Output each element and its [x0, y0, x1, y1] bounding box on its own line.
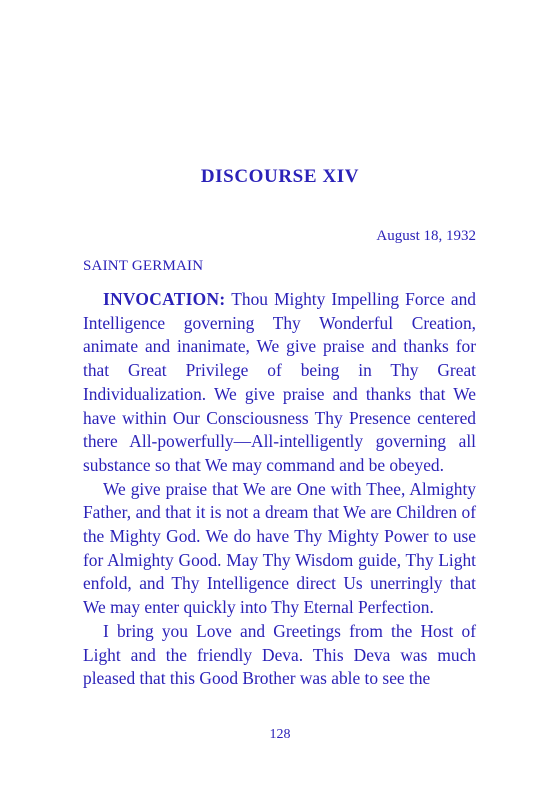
- body-text: [83, 288, 476, 691]
- invocation-label: INVOCATION:: [103, 289, 226, 309]
- page-title: DISCOURSE XIV: [200, 166, 360, 187]
- page-number: 128: [269, 727, 291, 742]
- speaker-name: SAINT GERMAIN: [83, 258, 204, 274]
- paragraph-text: We give praise that We are One with Thee, Almighty Father, and that it is not a dream that We are Children of the Mighty God. We do have Thy Mighty Power to use for Almighty Good. May Thy Wisdom guide, Thy Light enfold, and Thy Intelligence direct Us unerringly that We may enter quickly into Thy Eternal Perfection.: [83, 478, 476, 618]
- discourse-date: August 18, 1932: [376, 228, 476, 244]
- paragraph-praise: [83, 478, 476, 620]
- paragraph-greetings: [83, 620, 476, 691]
- paragraph-text: I bring you Love and Greetings from the Host of Light and the friendly Deva. This Deva was much pleased that this Good Brother was able to see the: [83, 620, 476, 689]
- paragraph-invocation: [83, 288, 476, 478]
- paragraph-text: Thou Mighty Impelling Force and Intelligence governing Thy Wonderful Creation, animate and inanimate, We give praise and thanks for that Great Privilege of being in Thy Great Individualization. We give praise and thanks that We have within Our Consciousness Thy Presence centered there All-powerfully—All-intelligently governing all substance so that We may command and be obeyed.: [83, 289, 476, 475]
